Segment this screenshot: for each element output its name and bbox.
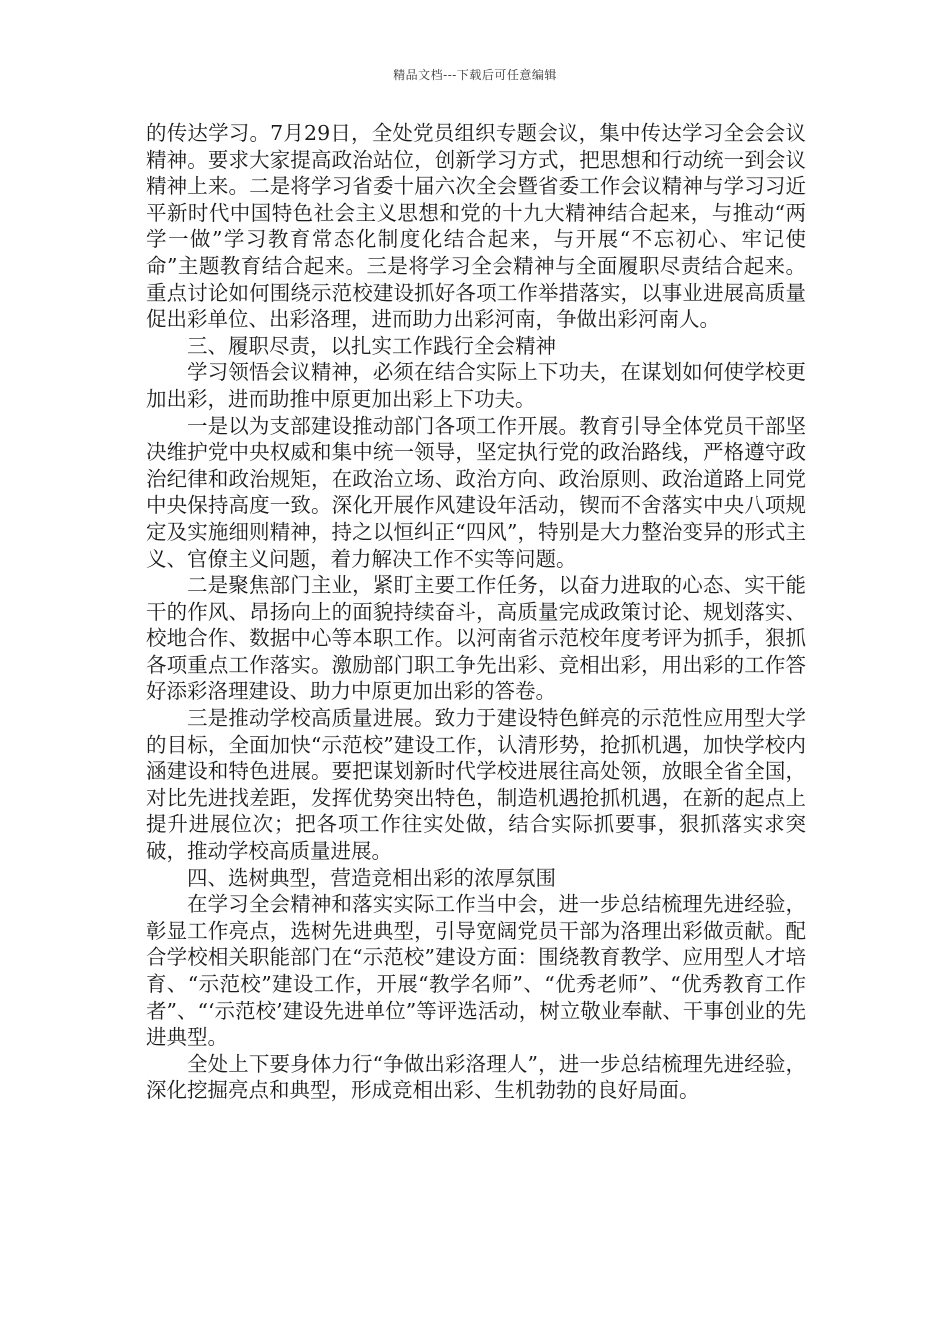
paragraph: 二是聚焦部门主业，紧盯主要工作任务，以奋力进取的心态、实干能干的作风、昂扬向上的面貌持续奋斗，高质量完成政策讨论、规划落实、校地合作、数据中心等本职工作。以河南省示范校年度考评为抓手，狠抓各项重点工作落实。激励部门职工争先出彩、竞相出彩，用出彩的工作答好添彩洛理建设、助力中原更加出彩的答卷。 bbox=[146, 573, 806, 704]
paragraph-continued: 的传达学习。7月29日，全处党员组织专题会议，集中传达学习全会会议精神。要求大家提高政治站位，创新学习方式，把思想和行动统一到会议精神上来。二是将学习省委十届六次全会暨省委工作会议精神与学习习近平新时代中国特色社会主义思想和党的十九大精神结合起来，与推动“两学一做”学习教育常态化制度化结合起来，与开展“不忘初心、牢记使命”主题教育结合起来。三是将学习全会精神与全面履职尽责结合起来。重点讨论如何围绕示范校建设抓好各项工作举措落实，以事业进展高质量促出彩单位、出彩洛理，进而助力出彩河南，争做出彩河南人。 bbox=[146, 121, 806, 332]
document-body bbox=[146, 120, 806, 1104]
paragraph: 学习领悟会议精神，必须在结合实际上下功夫，在谋划如何使学校更加出彩，进而助推中原更加出彩上下功夫。 bbox=[146, 360, 806, 411]
paragraph: 在学习全会精神和落实实际工作当中会，进一步总结梳理先进经验，彰显工作亮点，选树先进典型，引导宽阔党员干部为洛理出彩做贡献。配合学校相关职能部门在“示范校”建设方面：围绕教育教学、应用型人才培育、“示范校”建设工作，开展“教学名师”、“优秀老师”、“优秀教育工作者”、“‘示范校’建设先进单位”等评选活动，树立敬业奉献、干事创业的先进典型。 bbox=[146, 892, 806, 1050]
section-heading-three: 三、履职尽责，以扎实工作践行全会精神 bbox=[187, 333, 556, 358]
paragraph: 三是推动学校高质量进展。致力于建设特色鲜亮的示范性应用型大学的目标，全面加快“示范校”建设工作，认清形势，抢抓机遇，加快学校内涵建设和特色进展。要把谋划新时代学校进展往高处领，放眼全省全国，对比先进找差距，发挥优势突出特色，制造机遇抢抓机遇，在新的起点上提升进展位次；把各项工作往实处做，结合实际抓要事，狠抓落实求突破，推动学校高质量进展。 bbox=[146, 706, 806, 864]
section-heading-four: 四、选树典型，营造竞相出彩的浓厚氛围 bbox=[187, 865, 556, 890]
paragraph: 一是以为支部建设推动部门各项工作开展。教育引导全体党员干部坚决维护党中央权威和集中统一领导，坚定执行党的政治路线，严格遵守政治纪律和政治规矩，在政治立场、政治方向、政治原则、政治道路上同党中央保持高度一致。深化开展作风建设年活动，锲而不舍落实中央八项规定及实施细则精神，持之以恒纠正“四风”，特别是大力整治变异的形式主义、官僚主义问题，着力解决工作不实等问题。 bbox=[146, 413, 806, 571]
page-header: 精品文档---下载后可任意编辑 bbox=[393, 68, 557, 82]
paragraph: 全处上下要身体力行“争做出彩洛理人”，进一步总结梳理先进经验，深化挖掘亮点和典型，形成竞相出彩、生机勃勃的良好局面。 bbox=[146, 1051, 806, 1103]
